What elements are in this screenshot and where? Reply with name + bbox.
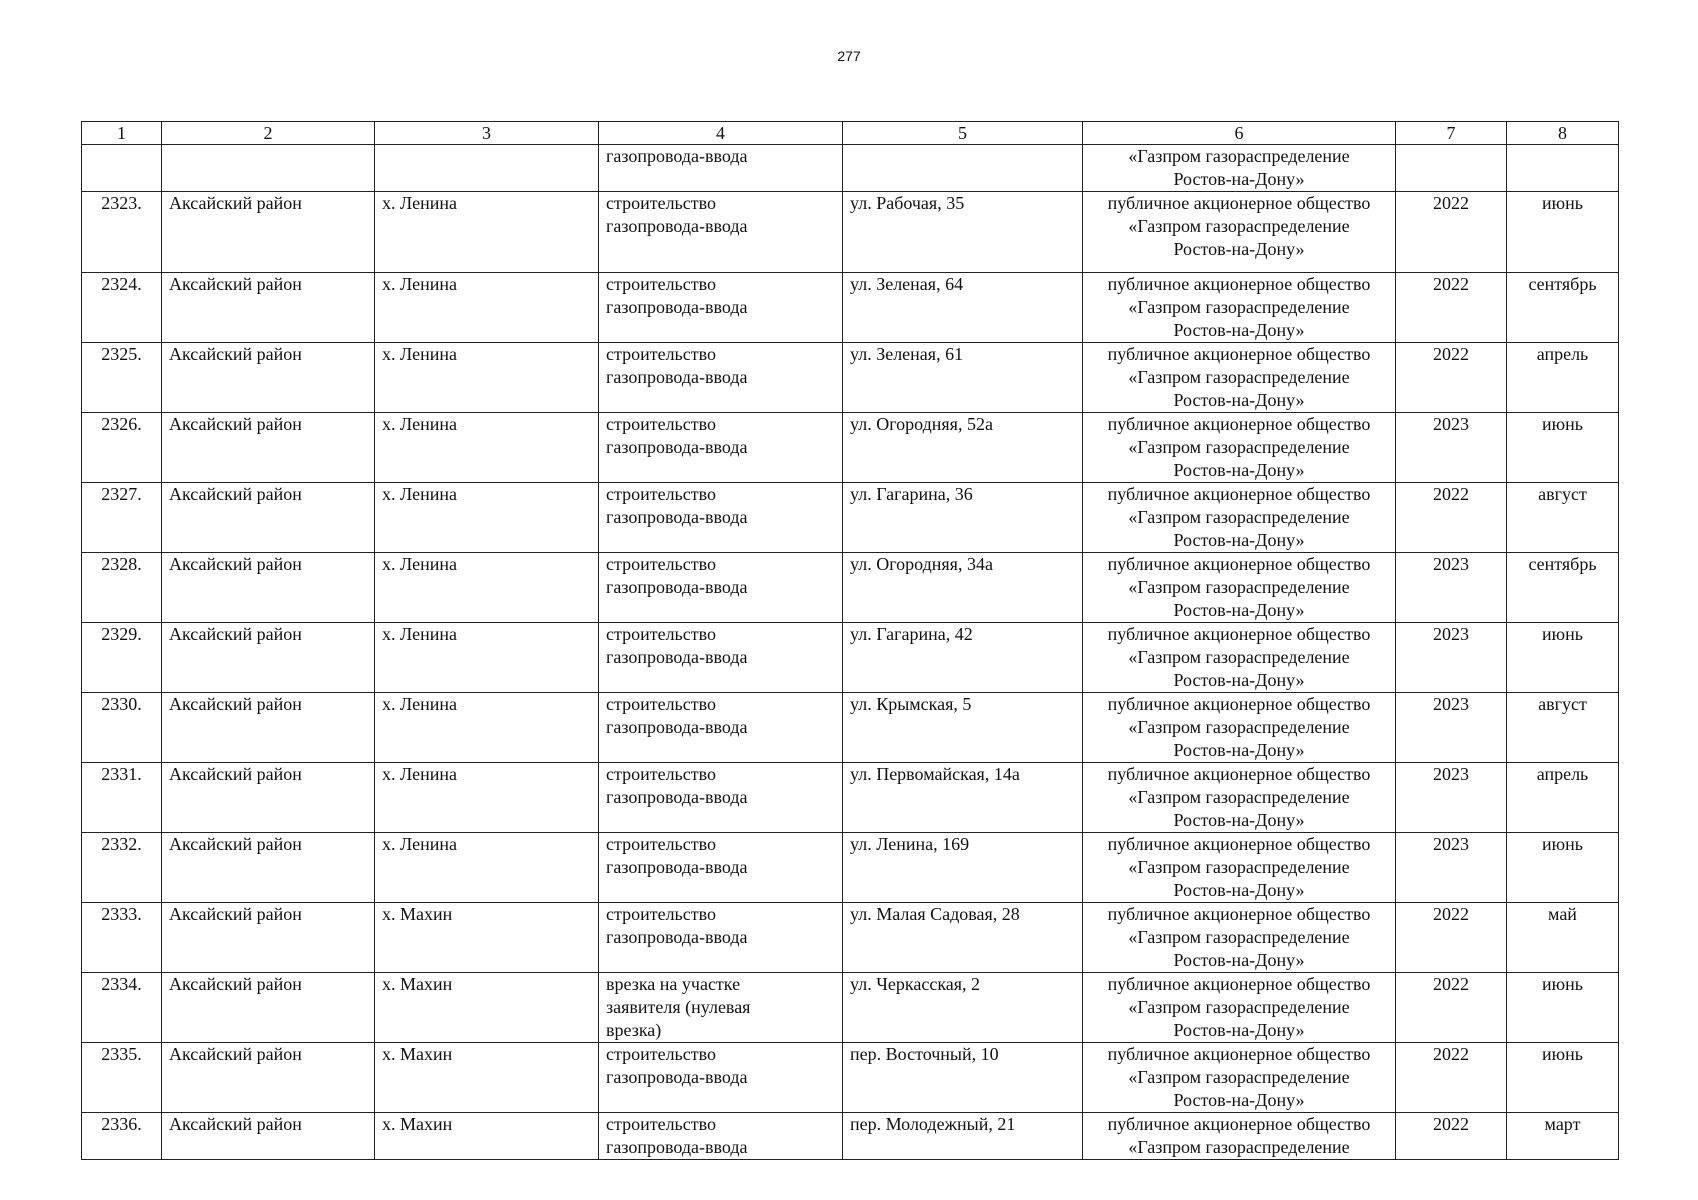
settlement-cell: х. Ленина bbox=[375, 413, 599, 483]
column-header: 4 bbox=[599, 122, 843, 145]
settlement-cell: х. Махин bbox=[375, 1043, 599, 1113]
continuation-row bbox=[82, 145, 1619, 192]
district-cell: Аксайский район bbox=[162, 833, 375, 903]
month-cell: апрель bbox=[1507, 343, 1619, 413]
address-cell: ул. Крымская, 5 bbox=[843, 693, 1083, 763]
year-cell: 2022 bbox=[1396, 483, 1507, 553]
district-cell: Аксайский район bbox=[162, 973, 375, 1043]
settlement-cell: х. Ленина bbox=[375, 273, 599, 343]
row-number-cell: 2334. bbox=[82, 973, 162, 1043]
organization-cell: публичное акционерное общество «Газпром газораспределение Ростов-на-Дону» bbox=[1083, 553, 1396, 623]
district-cell: Аксайский район bbox=[162, 903, 375, 973]
district-cell: Аксайский район bbox=[162, 413, 375, 483]
district-cell: Аксайский район bbox=[162, 1113, 375, 1160]
row-number-cell: 2330. bbox=[82, 693, 162, 763]
table-row bbox=[82, 483, 1619, 553]
work-type-cell: строительство газопровода-ввода bbox=[599, 693, 843, 763]
month-cell: июнь bbox=[1507, 973, 1619, 1043]
table-row bbox=[82, 623, 1619, 693]
month-cell: июнь bbox=[1507, 1043, 1619, 1113]
work-type-cell: строительство газопровода-ввода bbox=[599, 833, 843, 903]
settlement-cell: х. Ленина bbox=[375, 483, 599, 553]
work-type-cell: строительство газопровода-ввода bbox=[599, 1043, 843, 1113]
work-type-cell: строительство газопровода-ввода bbox=[599, 273, 843, 343]
work-type-cell: строительство газопровода-ввода bbox=[599, 413, 843, 483]
organization-cell: публичное акционерное общество «Газпром газораспределение Ростов-на-Дону» bbox=[1083, 273, 1396, 343]
year-cell: 2022 bbox=[1396, 343, 1507, 413]
month-cell: май bbox=[1507, 903, 1619, 973]
organization-cell: публичное акционерное общество «Газпром газораспределение Ростов-на-Дону» bbox=[1083, 763, 1396, 833]
settlement-cell: х. Ленина bbox=[375, 343, 599, 413]
year-cell: 2022 bbox=[1396, 1113, 1507, 1160]
row-number-cell: 2336. bbox=[82, 1113, 162, 1160]
table-row bbox=[82, 763, 1619, 833]
table-row bbox=[82, 693, 1619, 763]
month-cell: сентябрь bbox=[1507, 553, 1619, 623]
settlement-cell: х. Махин bbox=[375, 973, 599, 1043]
work-type-cell: врезка на участке заявителя (нулевая врезка) bbox=[599, 973, 843, 1043]
settlement-cell: х. Ленина bbox=[375, 763, 599, 833]
table-row bbox=[82, 973, 1619, 1043]
organization-cell: публичное акционерное общество «Газпром газораспределение bbox=[1083, 1113, 1396, 1160]
table-row bbox=[82, 273, 1619, 343]
settlement-cell: х. Махин bbox=[375, 903, 599, 973]
year-cell: 2022 bbox=[1396, 903, 1507, 973]
district-cell: Аксайский район bbox=[162, 273, 375, 343]
year-cell: 2022 bbox=[1396, 192, 1507, 273]
organization-cell: публичное акционерное общество «Газпром газораспределение Ростов-на-Дону» bbox=[1083, 483, 1396, 553]
district-cell: Аксайский район bbox=[162, 763, 375, 833]
row-number-cell: 2329. bbox=[82, 623, 162, 693]
district-cell: Аксайский район bbox=[162, 1043, 375, 1113]
column-header: 5 bbox=[843, 122, 1083, 145]
table-row bbox=[82, 413, 1619, 483]
district-cell: Аксайский район bbox=[162, 192, 375, 273]
work-type-cell: строительство газопровода-ввода bbox=[599, 623, 843, 693]
work-type-cell: строительство газопровода-ввода bbox=[599, 903, 843, 973]
address-cell: ул. Гагарина, 42 bbox=[843, 623, 1083, 693]
month-cell: июнь bbox=[1507, 192, 1619, 273]
settlement-cell: х. Ленина bbox=[375, 833, 599, 903]
month-cell: июнь bbox=[1507, 413, 1619, 483]
table-row bbox=[82, 343, 1619, 413]
district-cell: Аксайский район bbox=[162, 483, 375, 553]
column-header: 1 bbox=[82, 122, 162, 145]
organization-cell: публичное акционерное общество «Газпром газораспределение Ростов-на-Дону» bbox=[1083, 343, 1396, 413]
year-cell: 2023 bbox=[1396, 413, 1507, 483]
year-cell: 2023 bbox=[1396, 763, 1507, 833]
address-cell: ул. Огородняя, 34а bbox=[843, 553, 1083, 623]
organization-cell: публичное акционерное общество «Газпром газораспределение Ростов-на-Дону» bbox=[1083, 973, 1396, 1043]
address-cell: ул. Рабочая, 35 bbox=[843, 192, 1083, 273]
settlement-cell: х. Ленина bbox=[375, 192, 599, 273]
row-number-cell: 2325. bbox=[82, 343, 162, 413]
column-header: 8 bbox=[1507, 122, 1619, 145]
organization-cell: публичное акционерное общество «Газпром газораспределение Ростов-на-Дону» bbox=[1083, 693, 1396, 763]
month-cell bbox=[1507, 145, 1619, 192]
year-cell: 2022 bbox=[1396, 273, 1507, 343]
document-table bbox=[81, 121, 1619, 1160]
month-cell: июнь bbox=[1507, 833, 1619, 903]
year-cell: 2022 bbox=[1396, 973, 1507, 1043]
column-header: 6 bbox=[1083, 122, 1396, 145]
organization-cell: «Газпром газораспределение Ростов-на-Дону» bbox=[1083, 145, 1396, 192]
page-number: 277 bbox=[837, 48, 861, 64]
table-row bbox=[82, 192, 1619, 273]
organization-cell: публичное акционерное общество «Газпром газораспределение Ростов-на-Дону» bbox=[1083, 623, 1396, 693]
row-number-cell: 2327. bbox=[82, 483, 162, 553]
table-row bbox=[82, 903, 1619, 973]
year-cell: 2023 bbox=[1396, 553, 1507, 623]
address-cell: ул. Гагарина, 36 bbox=[843, 483, 1083, 553]
month-cell: сентябрь bbox=[1507, 273, 1619, 343]
row-number-cell: 2326. bbox=[82, 413, 162, 483]
row-number-cell: 2328. bbox=[82, 553, 162, 623]
work-type-cell: строительство газопровода-ввода bbox=[599, 763, 843, 833]
district-cell bbox=[162, 145, 375, 192]
work-type-cell: строительство газопровода-ввода bbox=[599, 343, 843, 413]
year-cell: 2023 bbox=[1396, 833, 1507, 903]
row-number-cell: 2323. bbox=[82, 192, 162, 273]
organization-cell: публичное акционерное общество «Газпром газораспределение Ростов-на-Дону» bbox=[1083, 833, 1396, 903]
organization-cell: публичное акционерное общество «Газпром газораспределение Ростов-на-Дону» bbox=[1083, 1043, 1396, 1113]
row-number-cell bbox=[82, 145, 162, 192]
table-row bbox=[82, 1043, 1619, 1113]
address-cell: ул. Зеленая, 61 bbox=[843, 343, 1083, 413]
row-number-cell: 2333. bbox=[82, 903, 162, 973]
settlement-cell: х. Ленина bbox=[375, 693, 599, 763]
district-cell: Аксайский район bbox=[162, 623, 375, 693]
month-cell: апрель bbox=[1507, 763, 1619, 833]
month-cell: август bbox=[1507, 693, 1619, 763]
address-cell: ул. Зеленая, 64 bbox=[843, 273, 1083, 343]
settlement-cell: х. Ленина bbox=[375, 623, 599, 693]
settlement-cell: х. Махин bbox=[375, 1113, 599, 1160]
work-type-cell: строительство газопровода-ввода bbox=[599, 483, 843, 553]
column-header: 2 bbox=[162, 122, 375, 145]
column-header: 7 bbox=[1396, 122, 1507, 145]
row-number-cell: 2331. bbox=[82, 763, 162, 833]
address-cell: ул. Малая Садовая, 28 bbox=[843, 903, 1083, 973]
district-cell: Аксайский район bbox=[162, 693, 375, 763]
year-cell: 2022 bbox=[1396, 1043, 1507, 1113]
address-cell: ул. Огородняя, 52а bbox=[843, 413, 1083, 483]
district-cell: Аксайский район bbox=[162, 553, 375, 623]
address-cell: ул. Черкасская, 2 bbox=[843, 973, 1083, 1043]
year-cell: 2023 bbox=[1396, 623, 1507, 693]
month-cell: июнь bbox=[1507, 623, 1619, 693]
year-cell bbox=[1396, 145, 1507, 192]
address-cell: пер. Молодежный, 21 bbox=[843, 1113, 1083, 1160]
work-type-cell: строительство газопровода-ввода bbox=[599, 553, 843, 623]
table-row bbox=[82, 833, 1619, 903]
organization-cell: публичное акционерное общество «Газпром газораспределение Ростов-на-Дону» bbox=[1083, 192, 1396, 273]
address-cell: пер. Восточный, 10 bbox=[843, 1043, 1083, 1113]
organization-cell: публичное акционерное общество «Газпром газораспределение Ростов-на-Дону» bbox=[1083, 413, 1396, 483]
row-number-cell: 2324. bbox=[82, 273, 162, 343]
settlement-cell: х. Ленина bbox=[375, 553, 599, 623]
table-row bbox=[82, 553, 1619, 623]
organization-cell: публичное акционерное общество «Газпром газораспределение Ростов-на-Дону» bbox=[1083, 903, 1396, 973]
month-cell: август bbox=[1507, 483, 1619, 553]
column-header: 3 bbox=[375, 122, 599, 145]
district-cell: Аксайский район bbox=[162, 343, 375, 413]
month-cell: март bbox=[1507, 1113, 1619, 1160]
column-header-row bbox=[82, 122, 1619, 145]
work-type-cell: строительство газопровода-ввода bbox=[599, 1113, 843, 1160]
address-cell: ул. Ленина, 169 bbox=[843, 833, 1083, 903]
work-type-cell: газопровода-ввода bbox=[599, 145, 843, 192]
row-number-cell: 2332. bbox=[82, 833, 162, 903]
year-cell: 2023 bbox=[1396, 693, 1507, 763]
address-cell bbox=[843, 145, 1083, 192]
table-row bbox=[82, 1113, 1619, 1160]
row-number-cell: 2335. bbox=[82, 1043, 162, 1113]
address-cell: ул. Первомайская, 14а bbox=[843, 763, 1083, 833]
settlement-cell bbox=[375, 145, 599, 192]
work-type-cell: строительство газопровода-ввода bbox=[599, 192, 843, 273]
